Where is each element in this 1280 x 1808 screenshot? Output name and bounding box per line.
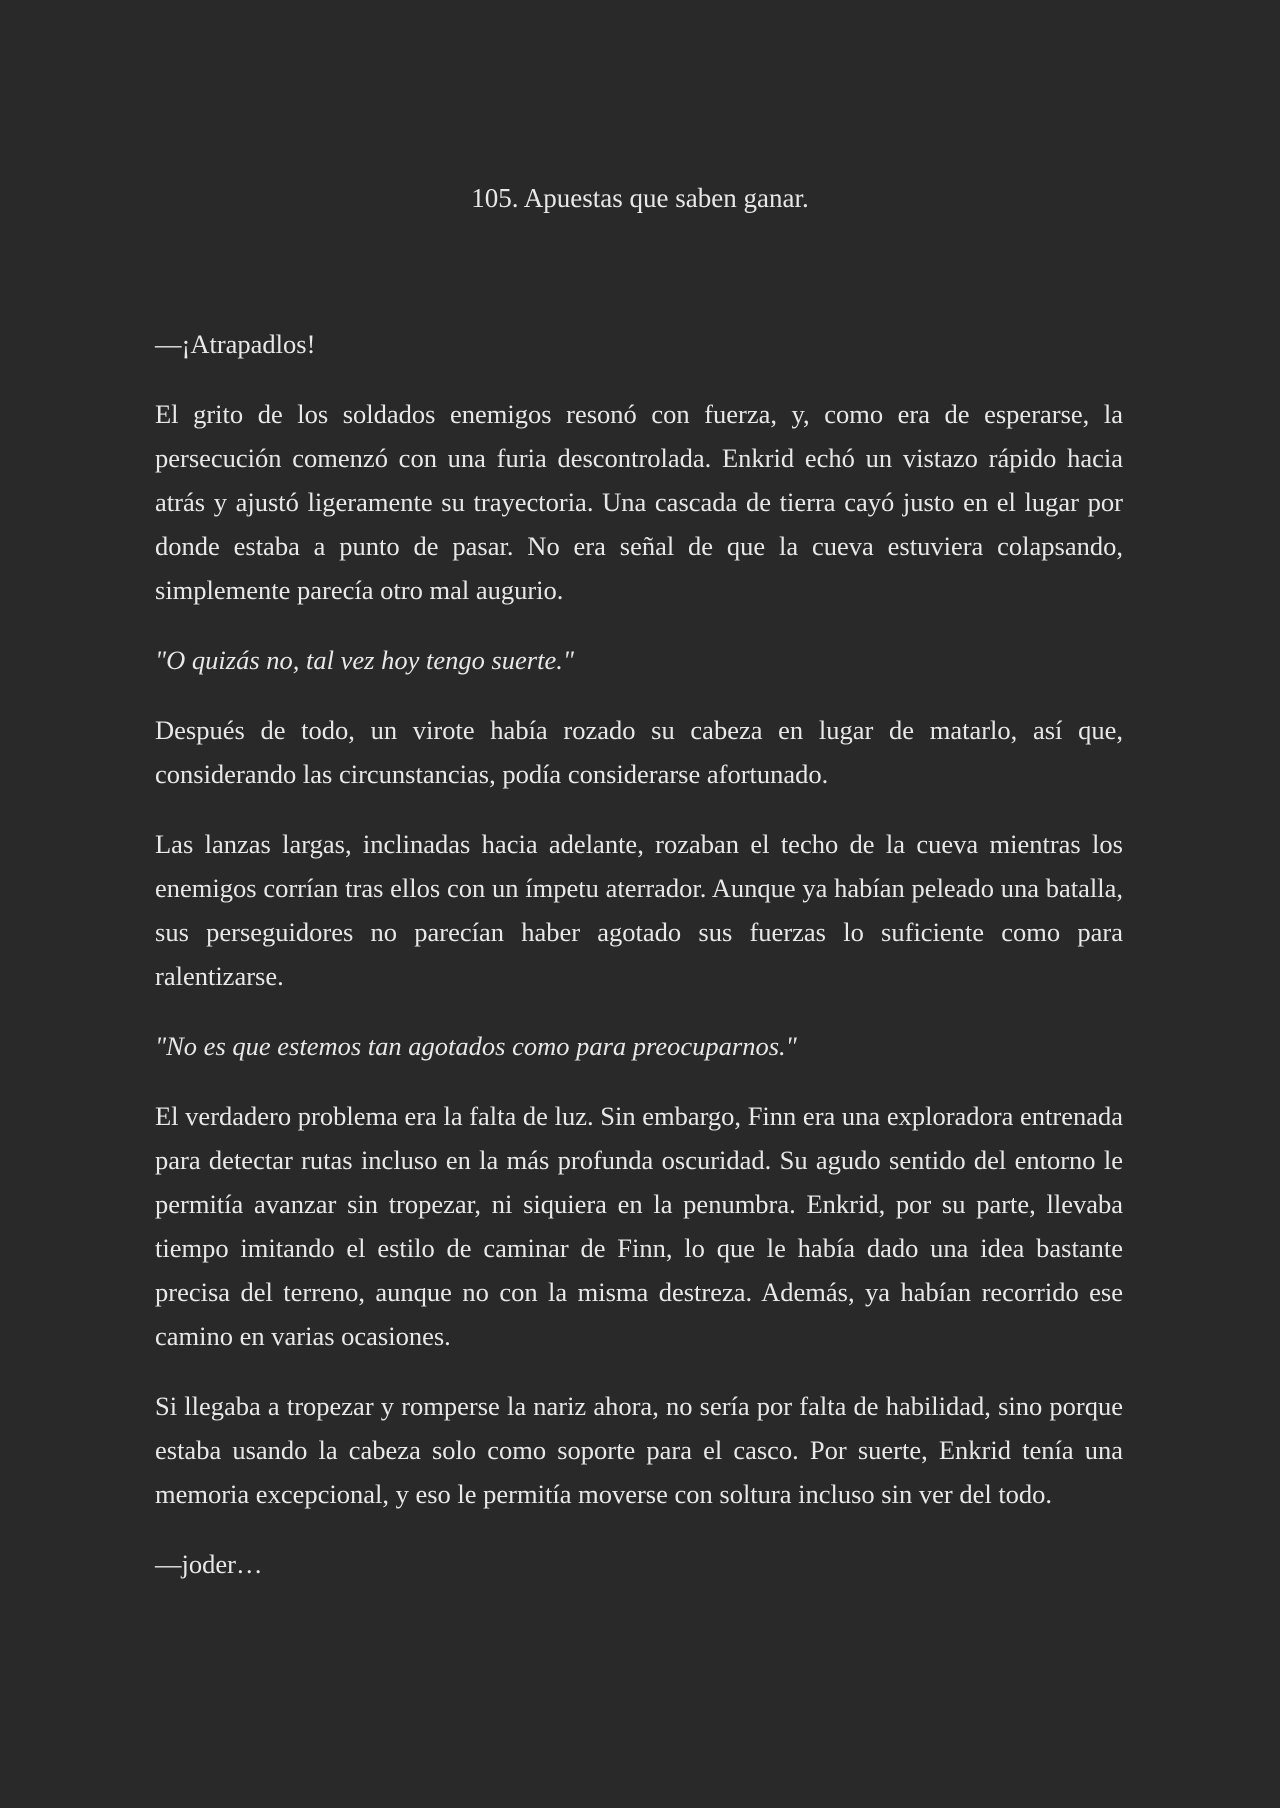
paragraph-dialogue: —joder… — [155, 1549, 263, 1579]
chapter-title: 105. Apuestas que saben ganar. — [471, 183, 809, 213]
paragraph: Si llegaba a tropezar y romperse la nariz ahora, no sería por falta de habilidad, sino porque estaba usando la cabeza solo como soporte para el casco. Por suerte, Enkrid tenía una memoria excepcional, y eso le permitía moverse con soltura incluso sin ver del todo. — [155, 1391, 1123, 1509]
paragraph: El grito de los soldados enemigos resonó con fuerza, y, como era de esperarse, la persecución comenzó con una furia descontrolada. Enkrid echó un vistazo rápido hacia atrás y ajustó ligeramente su trayectoria. Una cascada de tierra cayó justo en el lugar por donde estaba a punto de pasar. No era señal de que la cueva estuviera colapsando, simplemente parecía otro mal augurio. — [155, 399, 1123, 605]
paragraph: El verdadero problema era la falta de luz. Sin embargo, Finn era una exploradora entrenada para detectar rutas incluso en la más profunda oscuridad. Su agudo sentido del entorno le permitía avanzar sin tropezar, ni siquiera en la penumbra. Enkrid, por su parte, llevaba tiempo imitando el estilo de caminar de Finn, lo que le había dado una idea bastante precisa del terreno, aunque no con la misma destreza. Además, ya habían recorrido ese camino en varias ocasiones. — [155, 1101, 1123, 1351]
paragraph-thought: "No es que estemos tan agotados como para preocuparnos." — [155, 1031, 797, 1061]
paragraph: Las lanzas largas, inclinadas hacia adelante, rozaban el techo de la cueva mientras los enemigos corrían tras ellos con un ímpetu aterrador. Aunque ya habían peleado una batalla, sus perseguidores no parecían haber agotado sus fuerzas lo suficiente como para ralentizarse. — [155, 829, 1123, 991]
chapter-body — [155, 322, 1123, 1612]
paragraph-thought: "O quizás no, tal vez hoy tengo suerte." — [155, 645, 574, 675]
paragraph: Después de todo, un virote había rozado su cabeza en lugar de matarlo, así que, considerando las circunstancias, podía considerarse afortunado. — [155, 715, 1123, 789]
paragraph-dialogue: —¡Atrapadlos! — [155, 329, 316, 359]
